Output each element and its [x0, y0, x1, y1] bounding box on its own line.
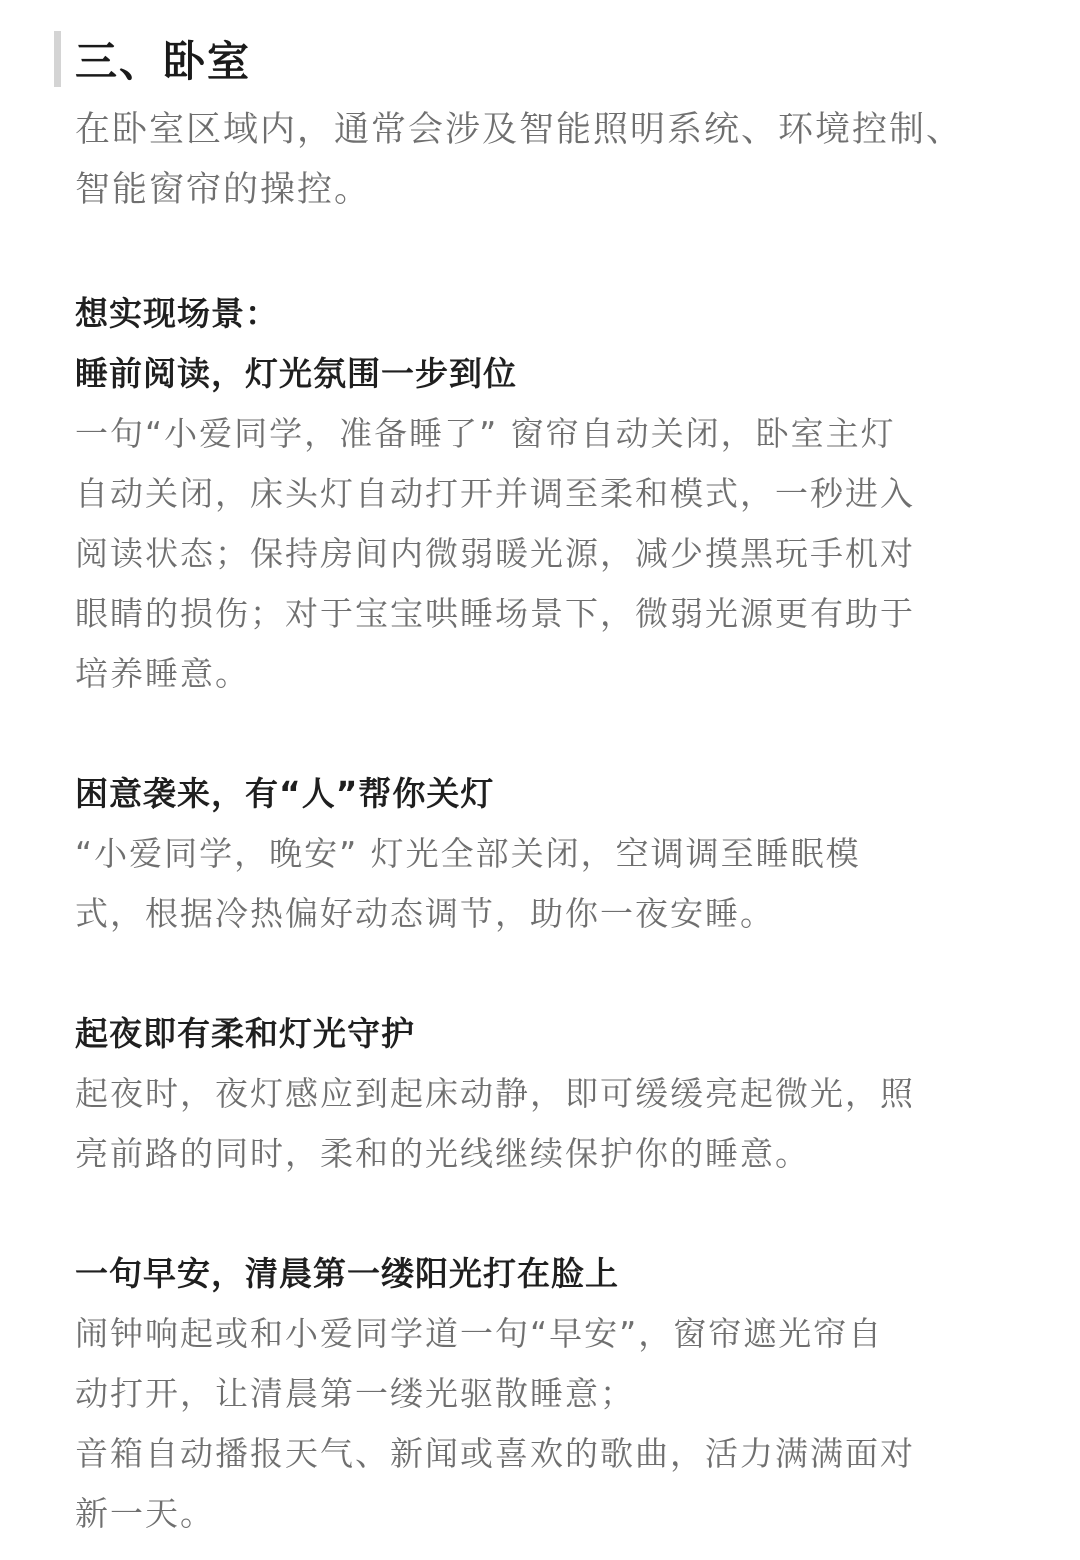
scene-title: 起夜即有柔和灯光守护: [75, 1014, 415, 1053]
scene-night-light: [75, 1004, 1010, 1184]
scene-line: 音箱自动播报天气、新闻或喜欢的歌曲，活力满满面对: [75, 1434, 915, 1473]
scene-title: 困意袭来，有“人”帮你关灯: [75, 774, 495, 813]
section-header: [54, 30, 251, 88]
scene-line: 培养睡意。: [75, 654, 250, 693]
scene-line: 闹钟响起或和小爱同学道一句“早安”，窗帘遮光帘自: [75, 1314, 884, 1353]
scene-body: [75, 824, 1010, 944]
scene-line: 起夜时，夜灯感应到起床动静，即可缓缓亮起微光，照: [75, 1074, 915, 1113]
section-title: 三、卧室: [75, 37, 252, 86]
scene-title: 一句早安，清晨第一缕阳光打在脸上: [75, 1254, 619, 1293]
scene-line: 式，根据冷热偏好动态调节，助你一夜安睡。: [75, 894, 775, 933]
scene-line: 阅读状态；保持房间内微弱暖光源，减少摸黑玩手机对: [75, 534, 915, 573]
scene-bedtime-reading: [75, 344, 1010, 704]
intro-line: 在卧室区域内，通常会涉及智能照明系统、环境控制、: [75, 110, 964, 150]
scene-line: 新一天。: [75, 1494, 215, 1533]
scene-line: 自动关闭，床头灯自动打开并调至柔和模式，一秒进入: [75, 474, 915, 513]
scenes-label: 想实现场景：: [75, 294, 279, 333]
scene-good-morning: [75, 1244, 1010, 1544]
scene-line: 眼睛的损伤；对于宝宝哄睡场景下，微弱光源更有助于: [75, 594, 915, 633]
section-intro: [75, 100, 1010, 220]
scene-body: [75, 1304, 1010, 1544]
section-accent-bar: [54, 31, 61, 87]
scene-line: 一句“小爱同学，准备睡了” 窗帘自动关闭，卧室主灯: [75, 414, 896, 453]
scene-title: 睡前阅读，灯光氛围一步到位: [75, 354, 517, 393]
article-content: [75, 100, 1010, 1544]
intro-line: 智能窗帘的操控。: [75, 170, 372, 210]
scene-body: [75, 1064, 1010, 1184]
scene-line: 亮前路的同时，柔和的光线继续保护你的睡意。: [75, 1134, 810, 1173]
scene-line: “小爱同学，晚安” 灯光全部关闭，空调调至睡眠模: [75, 834, 861, 873]
scene-good-night: [75, 764, 1010, 944]
scene-line: 动打开，让清晨第一缕光驱散睡意；: [75, 1374, 635, 1413]
scene-body: [75, 404, 1010, 704]
